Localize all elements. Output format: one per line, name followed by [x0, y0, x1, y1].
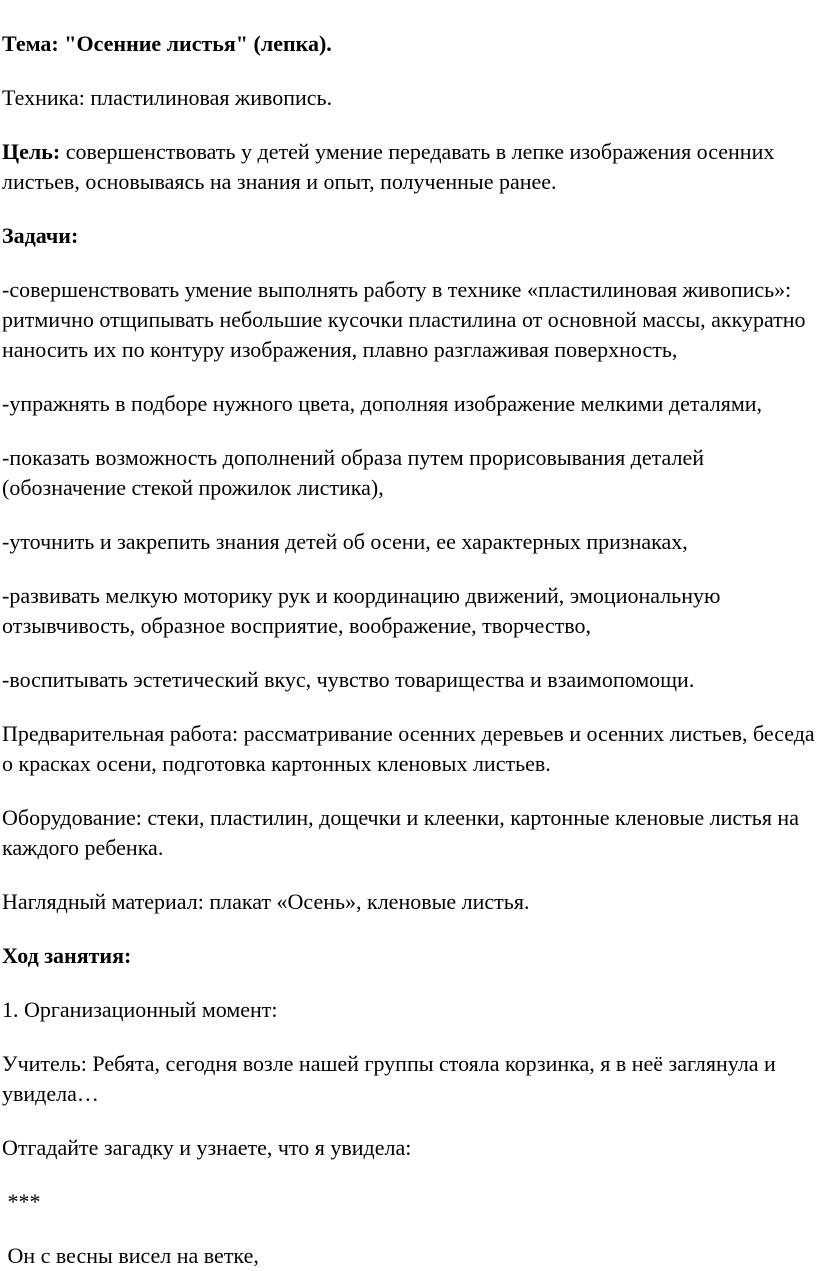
goal-paragraph: [2, 137, 816, 197]
topic-label: Тема:: [2, 31, 59, 56]
riddle-intro: Отгадайте загадку и узнаете, что я увидела:: [2, 1135, 412, 1160]
task-item: -воспитывать эстетический вкус, чувство товарищества и взаимопомощи.: [2, 667, 695, 692]
topic-text: "Осенние листья" (лепка).: [64, 31, 332, 56]
technique-line: Техника: пластилиновая живопись.: [2, 85, 333, 110]
goal-label: Цель:: [2, 139, 61, 164]
task-item: -совершенствовать умение выполнять работу в технике «пластилиновая живопись»: ритмично отщипывать небольшие кусочки пластилина от основной массы, аккуратно наносить их по контуру изображения, плавно разглаживая поверхность,: [2, 277, 806, 362]
equipment: Оборудование: стеки, пластилин, дощечки и клеенки, картонные кленовые листья на каждого ребенка.: [2, 805, 799, 860]
visual-material: Наглядный материал: плакат «Осень», кленовые листья.: [2, 889, 530, 914]
task-item: -показать возможность дополнений образа путем прорисовывания деталей (обозначение стекой прожилок листика),: [2, 445, 705, 500]
task-item: -упражнять в подборе нужного цвета, дополняя изображение мелкими деталями,: [2, 391, 763, 416]
task-item: -уточнить и закрепить знания детей об осени, ее характерных признаках,: [2, 529, 688, 554]
riddle-line: Он с весны висел на ветке,: [2, 1243, 259, 1268]
lesson-heading: Ход занятия:: [2, 943, 132, 968]
stars-separator: ***: [2, 1189, 41, 1214]
tasks-heading: Задачи:: [2, 223, 79, 248]
lesson-step-1: 1. Организационный момент:: [2, 997, 278, 1022]
teacher-line: Учитель: Ребята, сегодня возле нашей группы стояла корзинка, я в неё заглянула и увидела…: [2, 1051, 776, 1106]
goal-text: совершенствовать у детей умение передавать в лепке изображения осенних листьев, основываясь на знания и опыт, полученные ранее.: [2, 139, 775, 194]
task-item: -развивать мелкую моторику рук и координацию движений, эмоциональную отзывчивость, образное восприятие, воображение, творчество,: [2, 583, 721, 638]
topic-line: [2, 29, 816, 59]
preliminary-work: Предварительная работа: рассматривание осенних деревьев и осенних листьев, беседа о красках осени, подготовка картонных кленовых листьев.: [2, 721, 815, 776]
